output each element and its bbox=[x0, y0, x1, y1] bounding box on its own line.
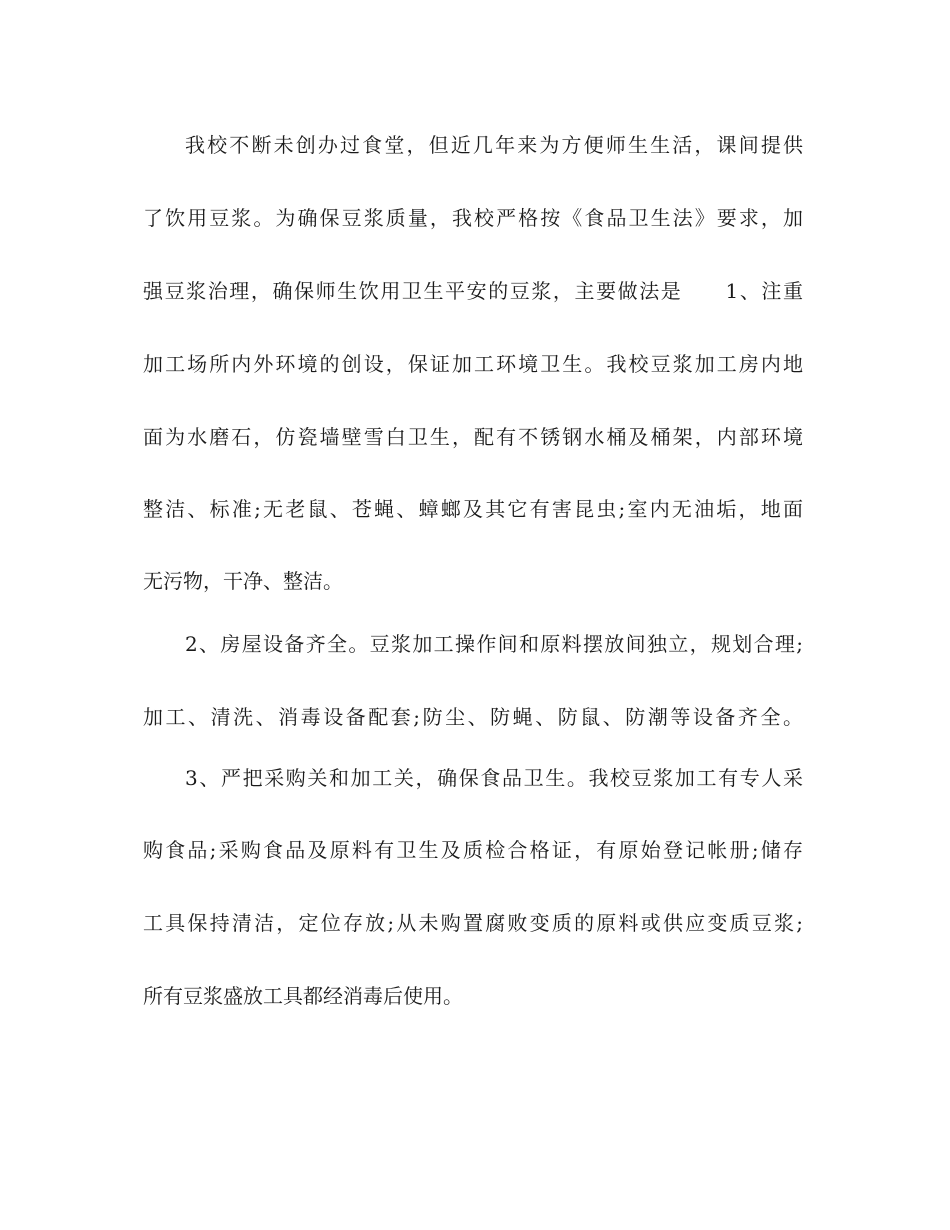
paragraph-1-line-7: 无污物，干净、整洁。 bbox=[143, 569, 343, 593]
paragraph-1-line-4: 加工场所内外环境的创设，保证加工环境卫生。我校豆浆加工房内地 bbox=[143, 352, 803, 376]
paragraph-3-line-4: 所有豆浆盛放工具都经消毒后使用。 bbox=[143, 984, 463, 1008]
paragraph-1-line-5: 面为水磨石，仿瓷墙壁雪白卫生，配有不锈钢水桶及桶架，内部环境 bbox=[143, 425, 803, 449]
paragraph-1-line-1: 我校不断未创办过食堂，但近几年来为方便师生生活，课间提供 bbox=[185, 133, 803, 157]
paragraph-2-line-2: 加工、清洗、消毒设备配套;防尘、防蝇、防鼠、防潮等设备齐全。 bbox=[143, 705, 803, 729]
paragraph-3-line-2: 购食品;采购食品及原料有卫生及质检合格证，有原始登记帐册;储存 bbox=[143, 838, 803, 862]
paragraph-3-line-1: 3、严把采购关和加工关，确保食品卫生。我校豆浆加工有专人采 bbox=[185, 766, 803, 790]
paragraph-2-line-1: 2、房屋设备齐全。豆浆加工操作间和原料摆放间独立，规划合理; bbox=[185, 632, 803, 656]
paragraph-1-line-2: 了饮用豆浆。为确保豆浆质量，我校严格按《食品卫生法》要求，加 bbox=[143, 206, 803, 230]
paragraph-3-line-3: 工具保持清洁，定位存放;从未购置腐败变质的原料或供应变质豆浆; bbox=[143, 911, 803, 935]
paragraph-1-line-6: 整洁、标准;无老鼠、苍蝇、蟑螂及其它有害昆虫;室内无油垢，地面 bbox=[143, 497, 803, 521]
paragraph-1-line-3: 强豆浆治理，确保师生饮用卫生平安的豆浆，主要做法是 1、注重 bbox=[143, 279, 803, 303]
